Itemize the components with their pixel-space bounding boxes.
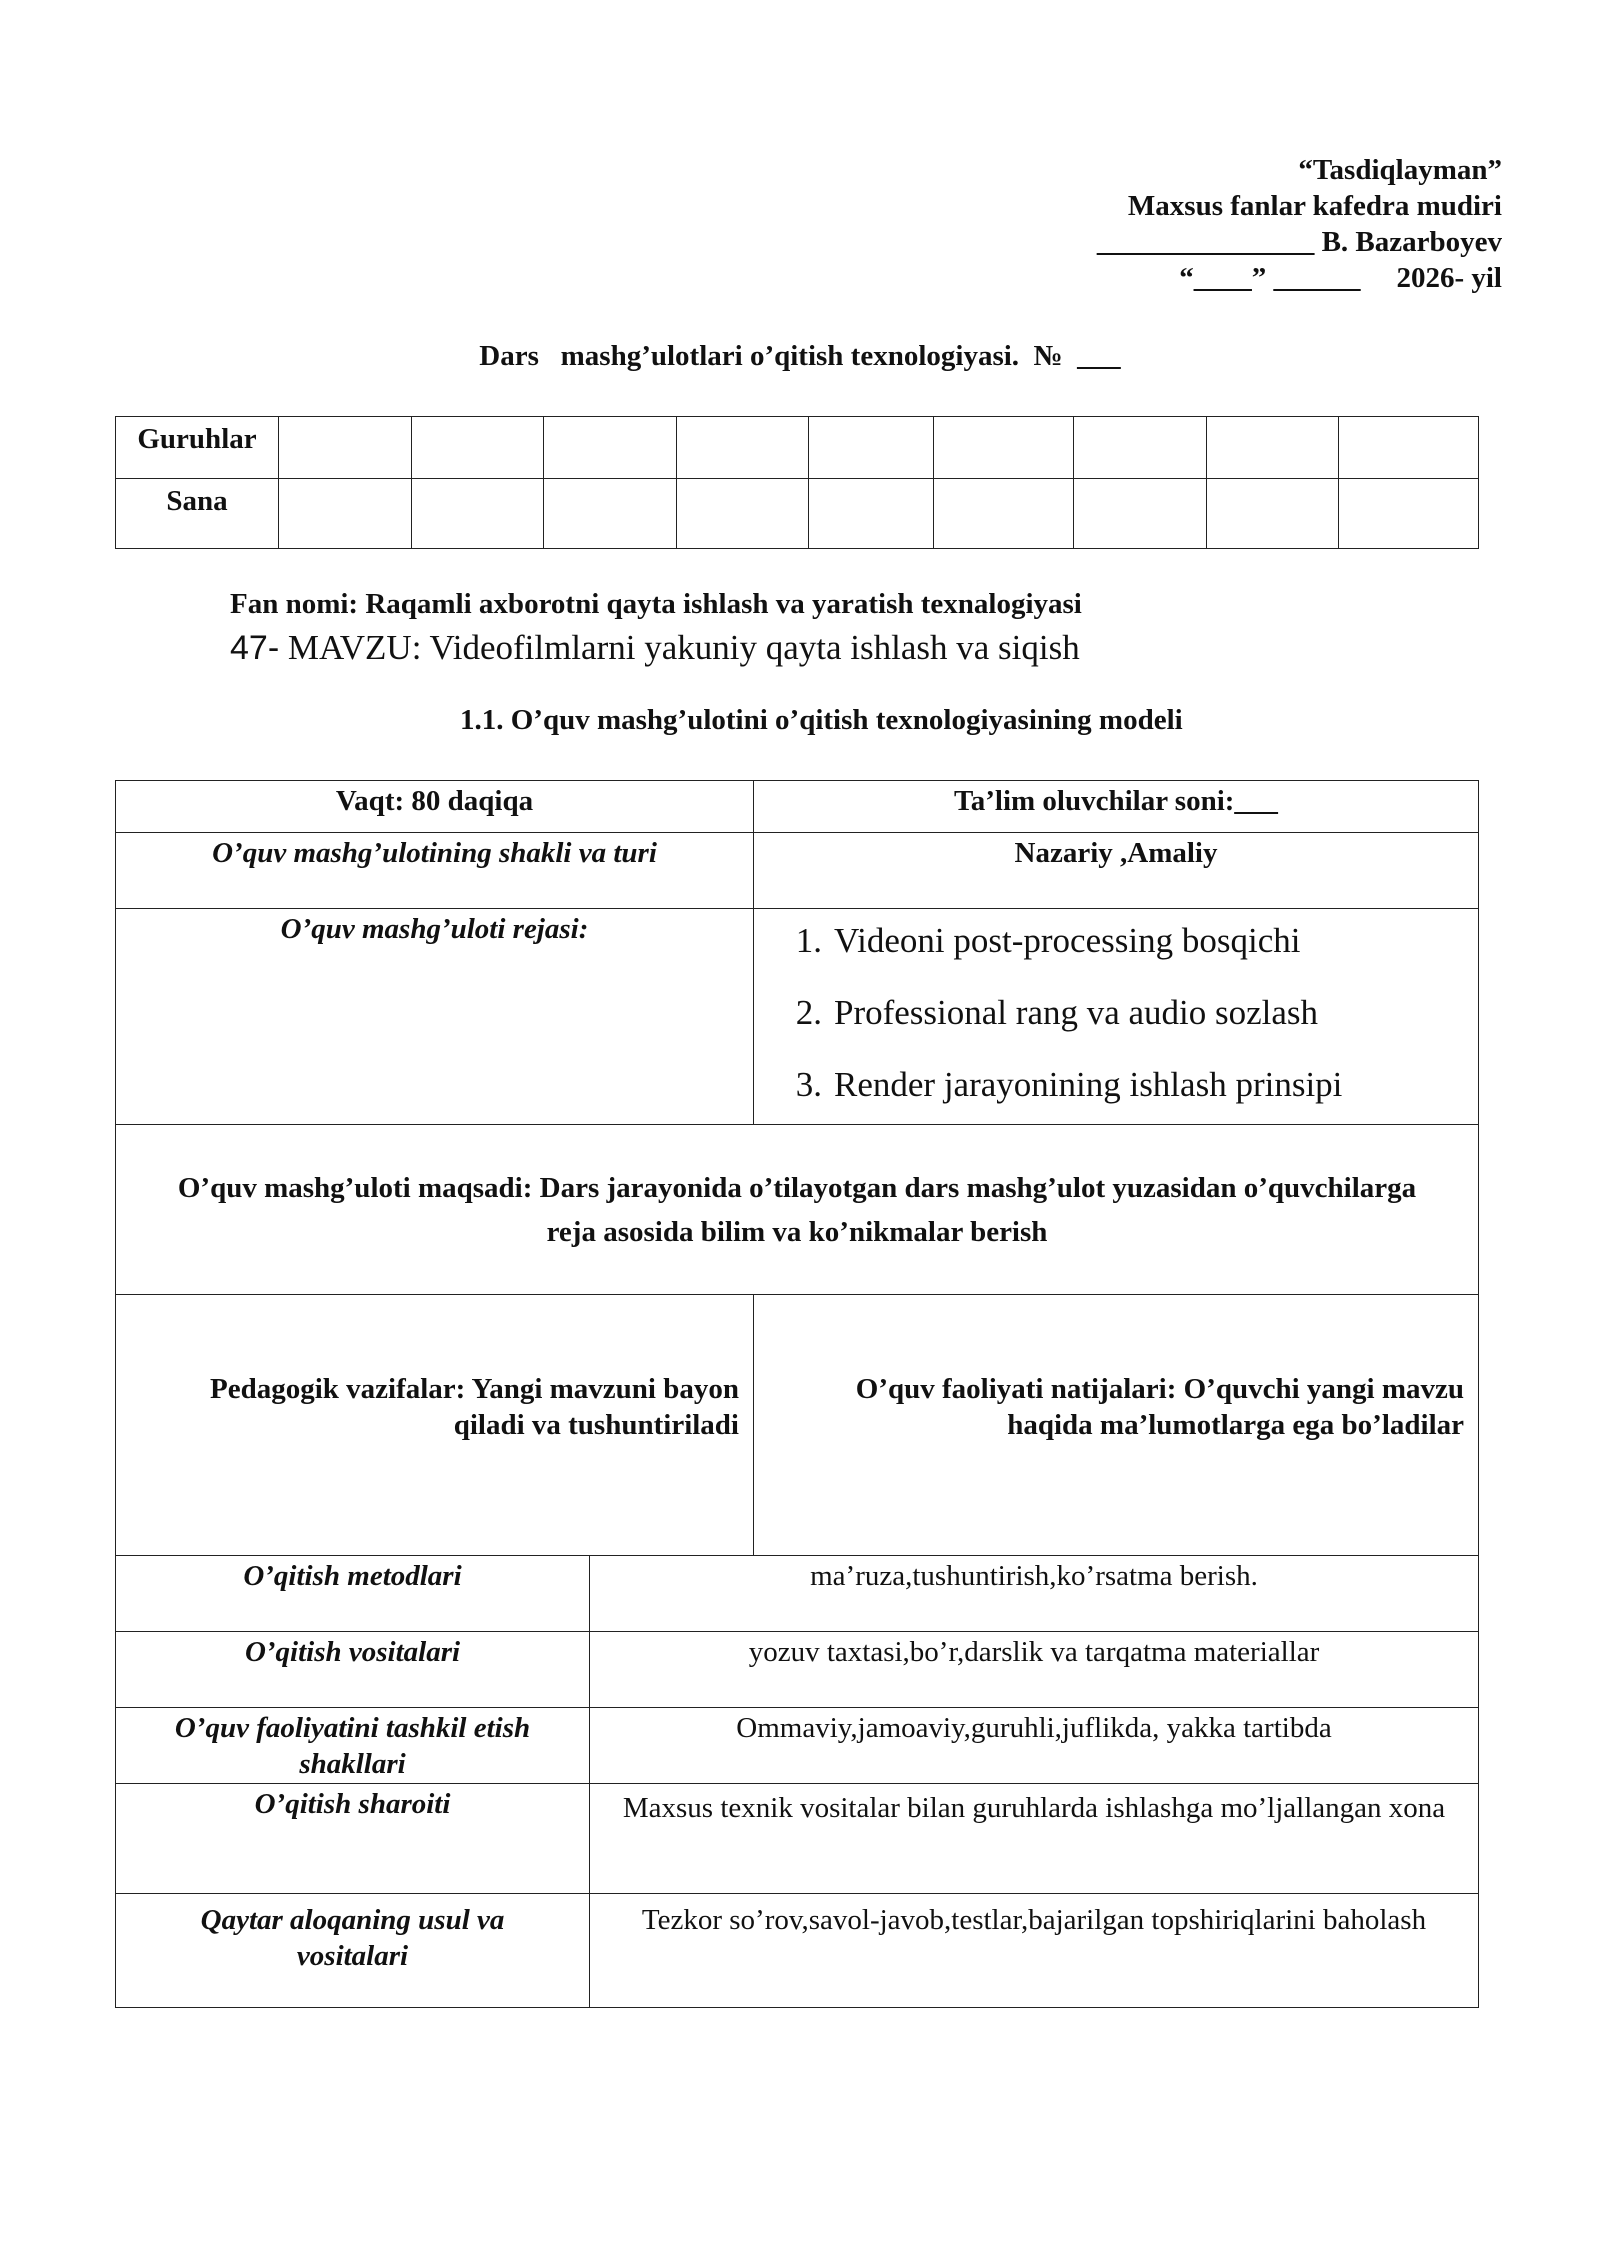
topic-line [230,628,1080,668]
approval-date [1097,260,1502,296]
form-value: Nazariy ,Amaliy [754,833,1479,909]
plan-list [754,923,1478,1103]
forms-label: O’quv faoliyatini tashkil etish shakllari [116,1708,590,1784]
date-cell[interactable] [544,479,677,549]
feedback-label: Qaytar aloqaning usul va vositalari [116,1894,590,2008]
date-cell[interactable] [1074,479,1207,549]
document-title: Dars mashg’ulotlari o’qitish texnologiyasi. № ___ [479,340,1121,372]
group-cell[interactable] [279,417,412,479]
tools-label: O’qitish vositalari [116,1632,590,1708]
methods-label: O’qitish metodlari [116,1556,590,1632]
plan-cell [754,909,1479,1125]
date-cell[interactable] [809,479,934,549]
group-cell[interactable] [1207,417,1339,479]
approval-block [1097,152,1502,296]
feedback-value: Tezkor so’rov,savol-javob,testlar,bajarilgan topshiriqlarini baholash [590,1894,1479,2008]
plan-label: O’quv mashg’uloti rejasi: [116,909,754,1125]
date-cell[interactable] [1339,479,1479,549]
group-cell[interactable] [677,417,809,479]
date-cell[interactable] [934,479,1074,549]
topic-number: 47- [230,629,280,667]
lesson-goal: O’quv mashg’uloti maqsadi: Dars jarayonida o’tilayotgan dars mashg’ulot yuzasidan o’quvchilarga reja asosida bilim va ko’nikmalar berish [116,1125,1479,1295]
date-cell[interactable] [279,479,412,549]
time-cell: Vaqt: 80 daqiqa [116,781,754,833]
group-cell[interactable] [1074,417,1207,479]
date-cell[interactable] [412,479,544,549]
plan-item [754,1067,1478,1103]
plan-item-number: 3. [795,1065,822,1104]
plan-item [754,995,1478,1031]
plan-item-number: 1. [795,921,822,960]
methods-table [115,1555,1479,2008]
groups-label: Guruhlar [116,417,279,479]
pedagogical-tasks: Pedagogik vazifalar: Yangi mavzuni bayon qiladi va tushuntiriladi [116,1295,754,1556]
subject-name: Fan nomi: Raqamli axborotni qayta ishlash va yaratish texnalogiyasi [230,588,1082,620]
group-cell[interactable] [544,417,677,479]
model-title: 1.1. O’quv mashg’ulotini o’qitish texnologiyasining modeli [460,704,1183,736]
forms-value: Ommaviy,jamoaviy,guruhli,juflikda, yakka tartibda [590,1708,1479,1784]
group-cell[interactable] [934,417,1074,479]
group-cell[interactable] [1339,417,1479,479]
plan-item-text: Render jarayonining ishlash prinsipi [834,1065,1343,1104]
learning-results: O’quv faoliyati natijalari: O’quvchi yangi mavzu haqida ma’lumotlarga ega bo’ladilar [754,1295,1479,1556]
approval-signature: _______________ B. Bazarboyev [1096,226,1502,258]
students-count-cell: Ta’lim oluvchilar soni:___ [754,781,1479,833]
tools-value: yozuv taxtasi,bo’r,darslik va tarqatma materiallar [590,1632,1479,1708]
date-cell[interactable] [1207,479,1339,549]
approval-date-blank: “____” ______ [1179,262,1361,294]
topic-text: MAVZU: Videofilmlarni yakuniy qayta ishlash va siqish [279,628,1080,667]
date-cell[interactable] [677,479,809,549]
approval-position: Maxsus fanlar kafedra mudiri [1127,190,1502,222]
group-cell[interactable] [412,417,544,479]
approval-title: “Tasdiqlayman” [1298,154,1502,186]
form-label: O’quv mashg’ulotining shakli va turi [116,833,754,909]
date-label: Sana [116,479,279,549]
lesson-model-table [115,780,1479,1556]
group-cell[interactable] [809,417,934,479]
groups-table [115,416,1479,549]
plan-item-text: Professional rang va audio sozlash [834,993,1319,1032]
plan-item-text: Videoni post-processing bosqichi [834,921,1301,960]
methods-value: ma’ruza,tushuntirish,ko’rsatma berish. [590,1556,1479,1632]
approval-year: 2026- yil [1396,262,1502,294]
conditions-label: O’qitish sharoiti [116,1784,590,1894]
plan-item [754,923,1478,959]
plan-item-number: 2. [795,993,822,1032]
conditions-value: Maxsus texnik vositalar bilan guruhlarda ishlashga mo’ljallangan xona [590,1784,1479,1894]
